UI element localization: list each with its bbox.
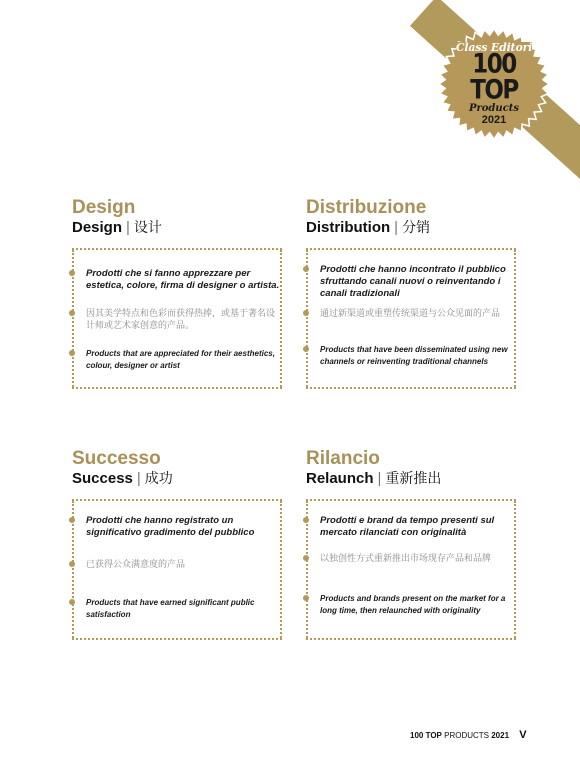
seal-year: 2021 (481, 114, 507, 126)
text-italian: Prodotti che si fanno apprezzare per estetica, colore, firma di designer o artista. (86, 268, 280, 291)
bullet-dot-icon (69, 350, 75, 356)
bullet-chinese (72, 308, 282, 332)
bullet-dot-icon (303, 266, 309, 272)
bullet-chinese (306, 553, 516, 565)
text-chinese: 以独创性方式重新推出市场现存产品和品牌 (320, 554, 492, 564)
seal-center (450, 40, 538, 128)
bullet-dot-icon (69, 270, 75, 276)
subtitle-zh: 重新推出 (385, 471, 442, 487)
section-rilancio (306, 448, 518, 615)
section-subtitle: Distribution | 分销 (306, 219, 431, 236)
subtitle-en: Design (72, 219, 123, 236)
description-box (72, 499, 282, 640)
text-english: Products and brands present on the market for a long time, then relaunched with originality (320, 594, 506, 615)
bullet-italian (306, 264, 516, 300)
bullet-dot-icon (69, 310, 75, 316)
description-box (72, 248, 282, 389)
bullet-dot-icon (69, 599, 75, 605)
bullet-italian (72, 515, 282, 539)
bullet-dot-icon (69, 561, 75, 567)
seal-subtitle: Products (468, 103, 520, 114)
footer-year: 2021 (491, 731, 510, 740)
seal-brand-logo: Class Editori (455, 41, 533, 54)
text-english: Products that are appreciated for their aesthetics, colour, designer or artist (86, 349, 275, 370)
bullet-english (306, 593, 516, 617)
bullet-dot-icon (303, 346, 309, 352)
description-box (306, 248, 516, 389)
bullet-italian (306, 515, 516, 539)
footer-brand: 100 TOP (410, 731, 442, 740)
seal-headline: 100 TOP (470, 49, 518, 106)
page-number: V (519, 729, 527, 741)
description-box (306, 499, 516, 640)
bullet-dot-icon (69, 517, 75, 523)
bullet-dot-icon (303, 595, 309, 601)
bullet-chinese (72, 559, 282, 571)
text-chinese: 通过新渠道或重塑传统渠道与公众见面的产品 (320, 309, 501, 319)
bullet-dot-icon (303, 555, 309, 561)
page-footer (410, 729, 527, 741)
text-italian: Prodotti e brand da tempo presenti sul mercato rilanciati con originalità (320, 515, 495, 538)
subtitle-zh: 设计 (133, 220, 162, 236)
bullet-english (72, 597, 282, 621)
subtitle-en: Distribution (306, 219, 391, 236)
section-design (72, 197, 284, 370)
section-title: Successo (72, 448, 161, 469)
bullet-english (306, 344, 516, 368)
bullet-english (72, 348, 282, 372)
subtitle-zh: 分销 (402, 220, 431, 236)
section-successo (72, 448, 284, 619)
section-title: Distribuzione (306, 197, 427, 218)
text-chinese: 因其美学特点和色彩而获得热捧，或基于著名设计师或艺术家创意的产品。 (86, 309, 276, 331)
text-english: Products that have been disseminated using new channels or reinventing traditional channels (320, 345, 508, 366)
section-title: Rilancio (306, 448, 380, 469)
subtitle-zh: 成功 (144, 471, 173, 487)
bullet-dot-icon (303, 517, 309, 523)
subtitle-en: Relaunch (306, 470, 374, 487)
text-chinese: 已获得公众满意度的产品 (86, 560, 186, 570)
section-subtitle: Success | 成功 (72, 470, 173, 487)
text-italian: Prodotti che hanno incontrato il pubblico sfruttando canali nuovi o reinventando i canali tradizionali (320, 264, 506, 299)
subtitle-en: Success (72, 470, 133, 487)
bullet-italian (72, 268, 282, 292)
bullet-dot-icon (303, 310, 309, 316)
footer-label: PRODUCTS (444, 731, 489, 740)
section-distribuzione (306, 197, 518, 366)
bullet-chinese (306, 308, 516, 320)
text-english: Products that have earned significant public satisfaction (86, 598, 255, 619)
section-title: Design (72, 197, 136, 218)
section-subtitle: Relaunch | 重新推出 (306, 470, 442, 487)
section-subtitle: Design | 设计 (72, 219, 162, 236)
text-italian: Prodotti che hanno registrato un significativo gradimento del pubblico (86, 515, 255, 538)
award-seal (438, 28, 550, 140)
